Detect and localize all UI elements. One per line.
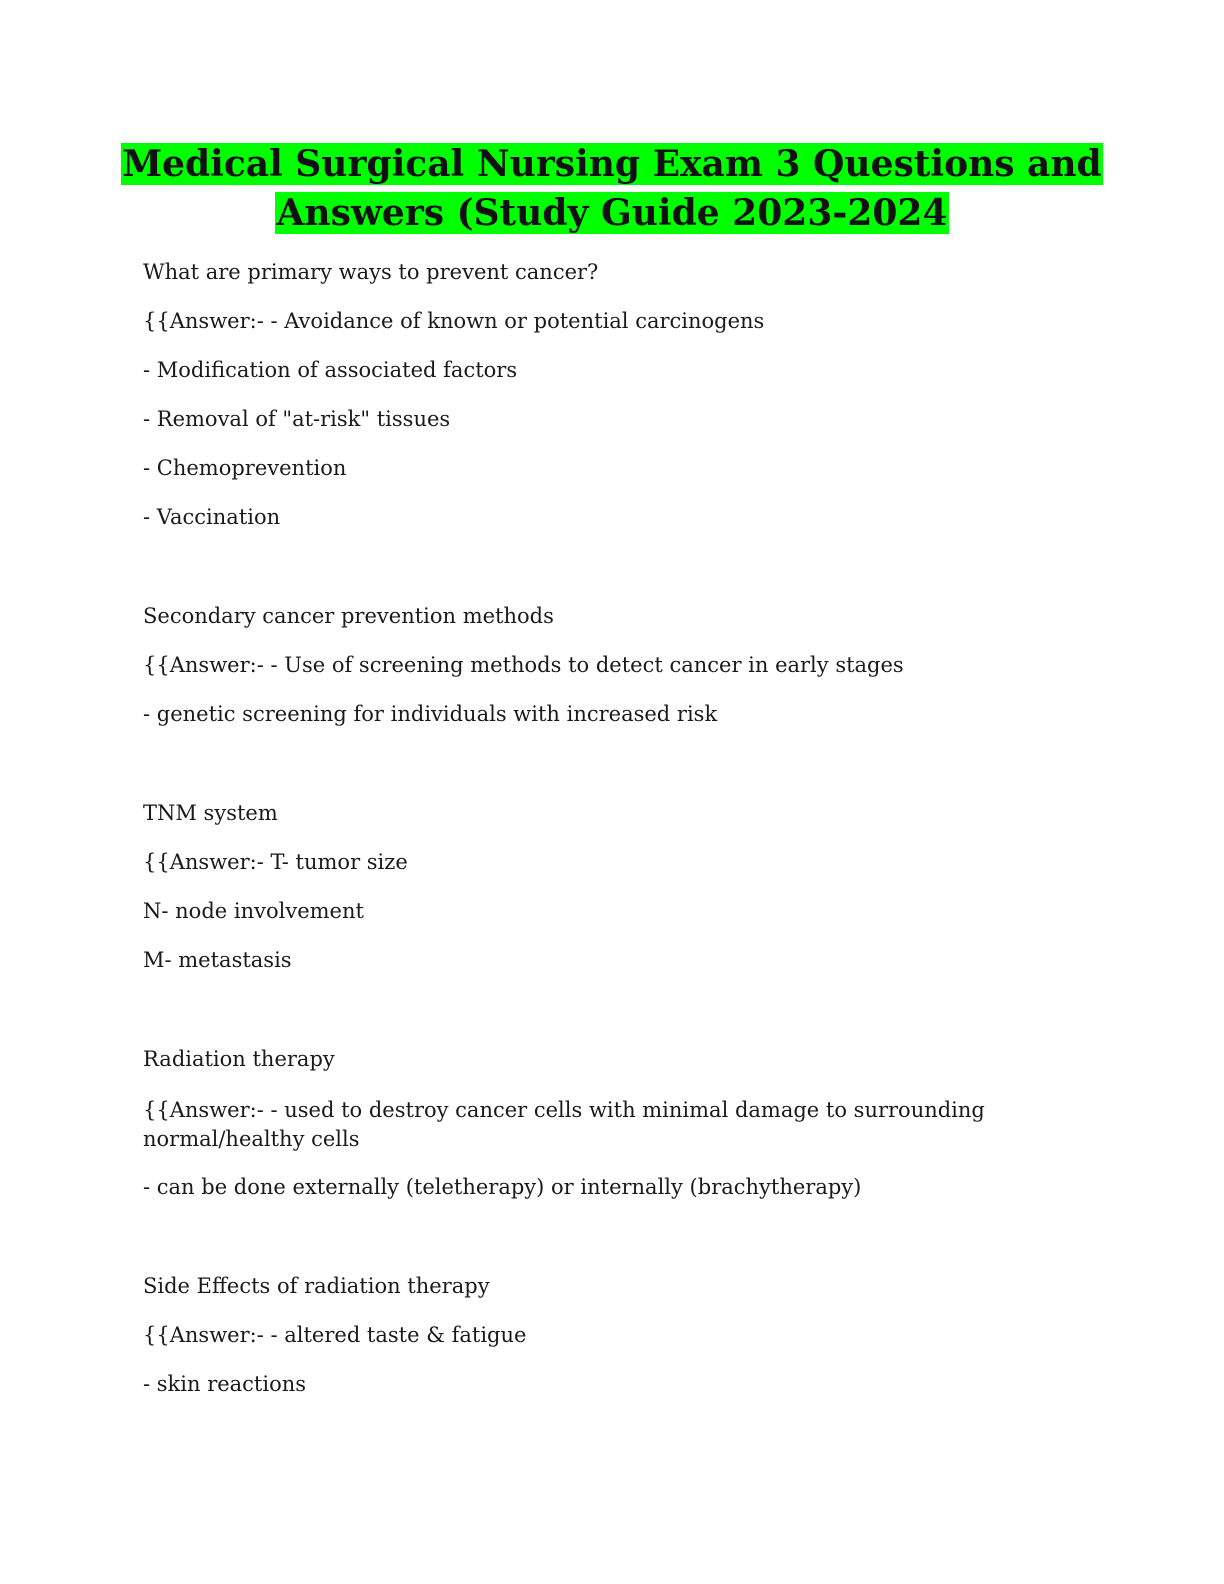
question-text: Side Effects of radiation therapy [143, 1274, 490, 1298]
answer-line: {{Answer:- - Use of screening methods to detect cancer in early stages [143, 653, 904, 677]
title-line-1: Medical Surgical Nursing Exam 3 Questions and [122, 143, 1102, 185]
question-text: TNM system [143, 801, 278, 825]
question-text: Radiation therapy [143, 1047, 335, 1071]
answer-line: {{Answer:- T- tumor size [143, 850, 408, 874]
document-title [120, 140, 1104, 238]
answer-line: - genetic screening for individuals with increased risk [143, 702, 718, 726]
answer-line: - Removal of "at-risk" tissues [143, 407, 451, 431]
answer-line: - Modification of associated factors [143, 358, 518, 382]
answer-line: {{Answer:- - altered taste & fatigue [143, 1323, 527, 1347]
answer-line: - skin reactions [143, 1372, 307, 1396]
answer-line: N- node involvement [143, 899, 364, 923]
answer-line: - can be done externally (teletherapy) or internally (brachytherapy) [143, 1175, 862, 1199]
title-line-2: Answers (Study Guide 2023-2024 [276, 192, 948, 234]
answer-line: M- metastasis [143, 948, 292, 972]
question-text: What are primary ways to prevent cancer? [143, 260, 599, 284]
answer-line: {{Answer:- - used to destroy cancer cells with minimal damage to surrounding normal/healthy cells [143, 1098, 985, 1151]
answer-line: - Vaccination [143, 505, 281, 529]
answer-line: {{Answer:- - Avoidance of known or potential carcinogens [143, 309, 765, 333]
question-text: Secondary cancer prevention methods [143, 604, 554, 628]
answer-line: - Chemoprevention [143, 456, 347, 480]
